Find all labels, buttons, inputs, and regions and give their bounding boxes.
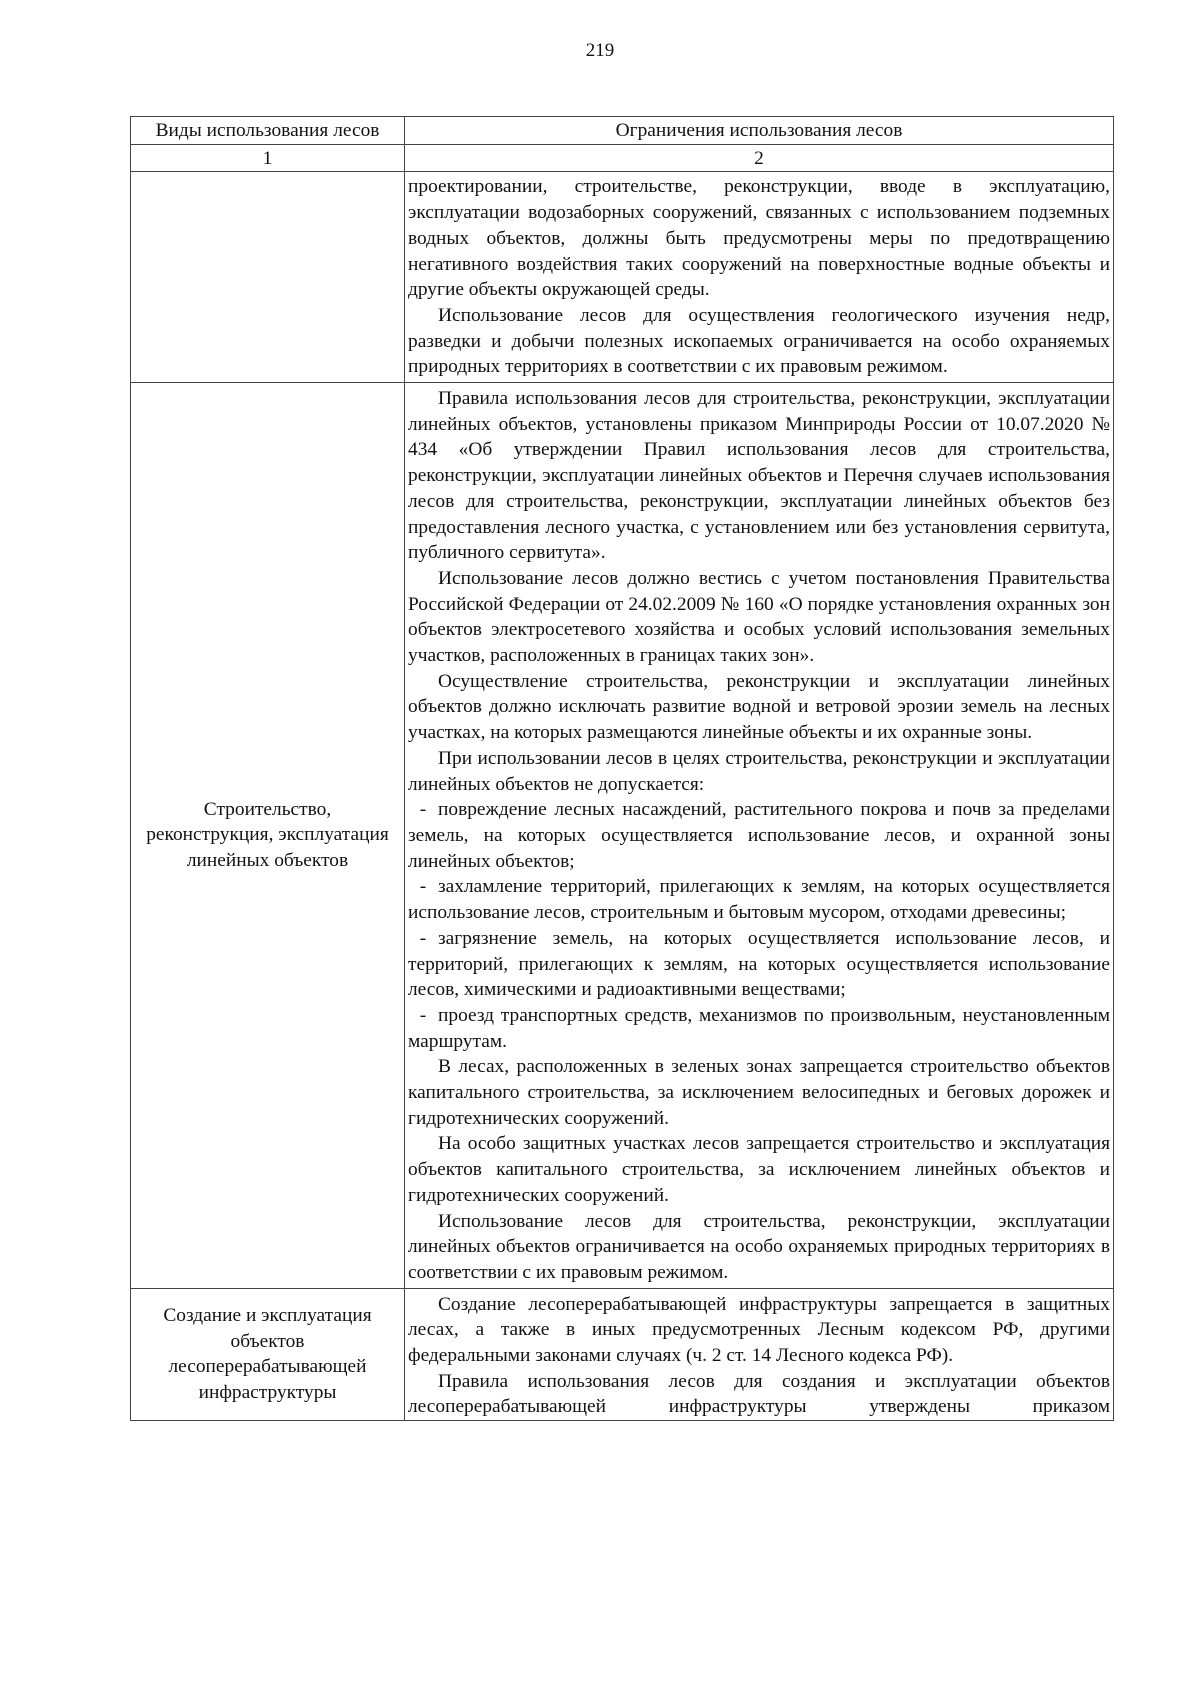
restriction-list-item: [408, 797, 1110, 874]
restriction-paragraph: Использование лесов для осуществления геологического изучения недр, разведки и добычи полезных ископаемых ограничивается на особо охраняемых природных территориях в соответствии с их правовым режимом.: [408, 304, 1110, 378]
restriction-paragraph: Использование лесов должно вестись с учетом постановления Правительства Российской Федерации от 24.02.2009 № 160 «О порядке установления охранных зон объектов электросетевого хозяйства и особых условий использования земельных участков, расположенных в границах таких зон».: [408, 567, 1110, 667]
restriction-list-item: [408, 926, 1110, 1003]
table-row: [131, 172, 1114, 383]
restriction-list-item-text: загрязнение земель, на которых осуществляется использование лесов, и территорий, прилегающих к землям, на которых осуществляется использование лесов, химическими и радиоактивными веществами;: [408, 927, 1110, 1001]
restriction-paragraph: Создание лесоперерабатывающей инфраструктуры запрещается в защитных лесах, а также в иных предусмотренных Лесным кодексом РФ, другими федеральными законами случаях (ч. 2 ст. 14 Лесного кодекса РФ).: [408, 1293, 1110, 1367]
restriction-list-item: [408, 1003, 1110, 1054]
restriction-paragraph: Правила использования лесов для строительства, реконструкции, эксплуатации линейных объектов, установлены приказом Минприроды России от 10.07.2020 № 434 «Об утверждении Правил использования лесов для строительства, реконструкции, эксплуатации линейных объектов и Перечня случаев использования лесов для строительства, реконструкции, эксплуатации линейных объектов без предоставления лесного участка, с установлением или без установления сервитута, публичного сервитута».: [408, 388, 1110, 564]
dash-marker: -: [419, 927, 427, 949]
forest-use-type-cell: Создание и эксплуатация объектов лесоперерабатывающей инфраструктуры: [131, 1288, 405, 1421]
restriction-list-item-text: проезд транспортных средств, механизмов по произвольным, неустановленным маршрутам.: [408, 1004, 1110, 1052]
dash-marker: -: [419, 876, 427, 898]
restriction-paragraph: При использовании лесов в целях строительства, реконструкции и эксплуатации линейных объектов не допускается:: [408, 747, 1110, 795]
table-column-number-row: [131, 144, 1114, 172]
forest-use-type-cell: Строительство, реконструкция, эксплуатация линейных объектов: [131, 383, 405, 1289]
restriction-cell: [405, 172, 1114, 383]
restriction-paragraph: Правила использования лесов для создания и эксплуатации объектов лесоперерабатывающей инфраструктуры утверждены приказом: [408, 1370, 1110, 1418]
header-forest-use-types: Виды использования лесов: [131, 117, 405, 145]
column-number-2: 2: [405, 144, 1114, 172]
restriction-list-item-text: захламление территорий, прилегающих к землям, на которых осуществляется использование лесов, строительным и бытовым мусором, отходами древесины;: [408, 876, 1110, 924]
table-header-row: [131, 117, 1114, 145]
restriction-cell: [405, 1288, 1114, 1421]
restriction-paragraph: На особо защитных участках лесов запрещается строительство и эксплуатация объектов капитального строительства, за исключением линейных объектов и гидротехнических сооружений.: [408, 1133, 1110, 1206]
forest-use-type-cell: [131, 172, 405, 383]
restriction-paragraph: Использование лесов для строительства, реконструкции, эксплуатации линейных объектов ограничивается на особо охраняемых природных территориях в соответствии с их правовым режимом.: [408, 1210, 1110, 1283]
restriction-list-item: [408, 874, 1110, 925]
restriction-paragraph: Осуществление строительства, реконструкции и эксплуатации линейных объектов должно исключать развитие водной и ветровой эрозии земель на лесных участках, на которых размещаются линейные объекты и их охранные зоны.: [408, 670, 1110, 744]
restriction-paragraph: проектировании, строительстве, реконструкции, вводе в эксплуатацию, эксплуатации водозаборных сооружений, связанных с использованием подземных водных объектов, должны быть предусмотрены меры по предотвращению негативного воздействия таких сооружений на поверхностные водные объекты и другие объекты окружающей среды.: [408, 176, 1110, 301]
header-forest-use-restrictions: Ограничения использования лесов: [405, 117, 1114, 145]
restriction-paragraph: В лесах, расположенных в зеленых зонах запрещается строительство объектов капитального строительства, за исключением велосипедных и беговых дорожек и гидротехнических сооружений.: [408, 1056, 1110, 1129]
table-row: [131, 1288, 1114, 1421]
page-number: 219: [585, 40, 615, 61]
dash-marker: -: [419, 799, 427, 821]
dash-marker: -: [419, 1004, 427, 1026]
restriction-list-item-text: повреждение лесных насаждений, растительного покрова и почв за пределами земель, на которых осуществляется использование лесов, и охранной зоны линейных объектов;: [408, 799, 1110, 872]
forest-use-table: [130, 116, 1114, 1421]
table-row: [131, 383, 1114, 1289]
column-number-1: 1: [131, 144, 405, 172]
restriction-cell: [405, 383, 1114, 1289]
